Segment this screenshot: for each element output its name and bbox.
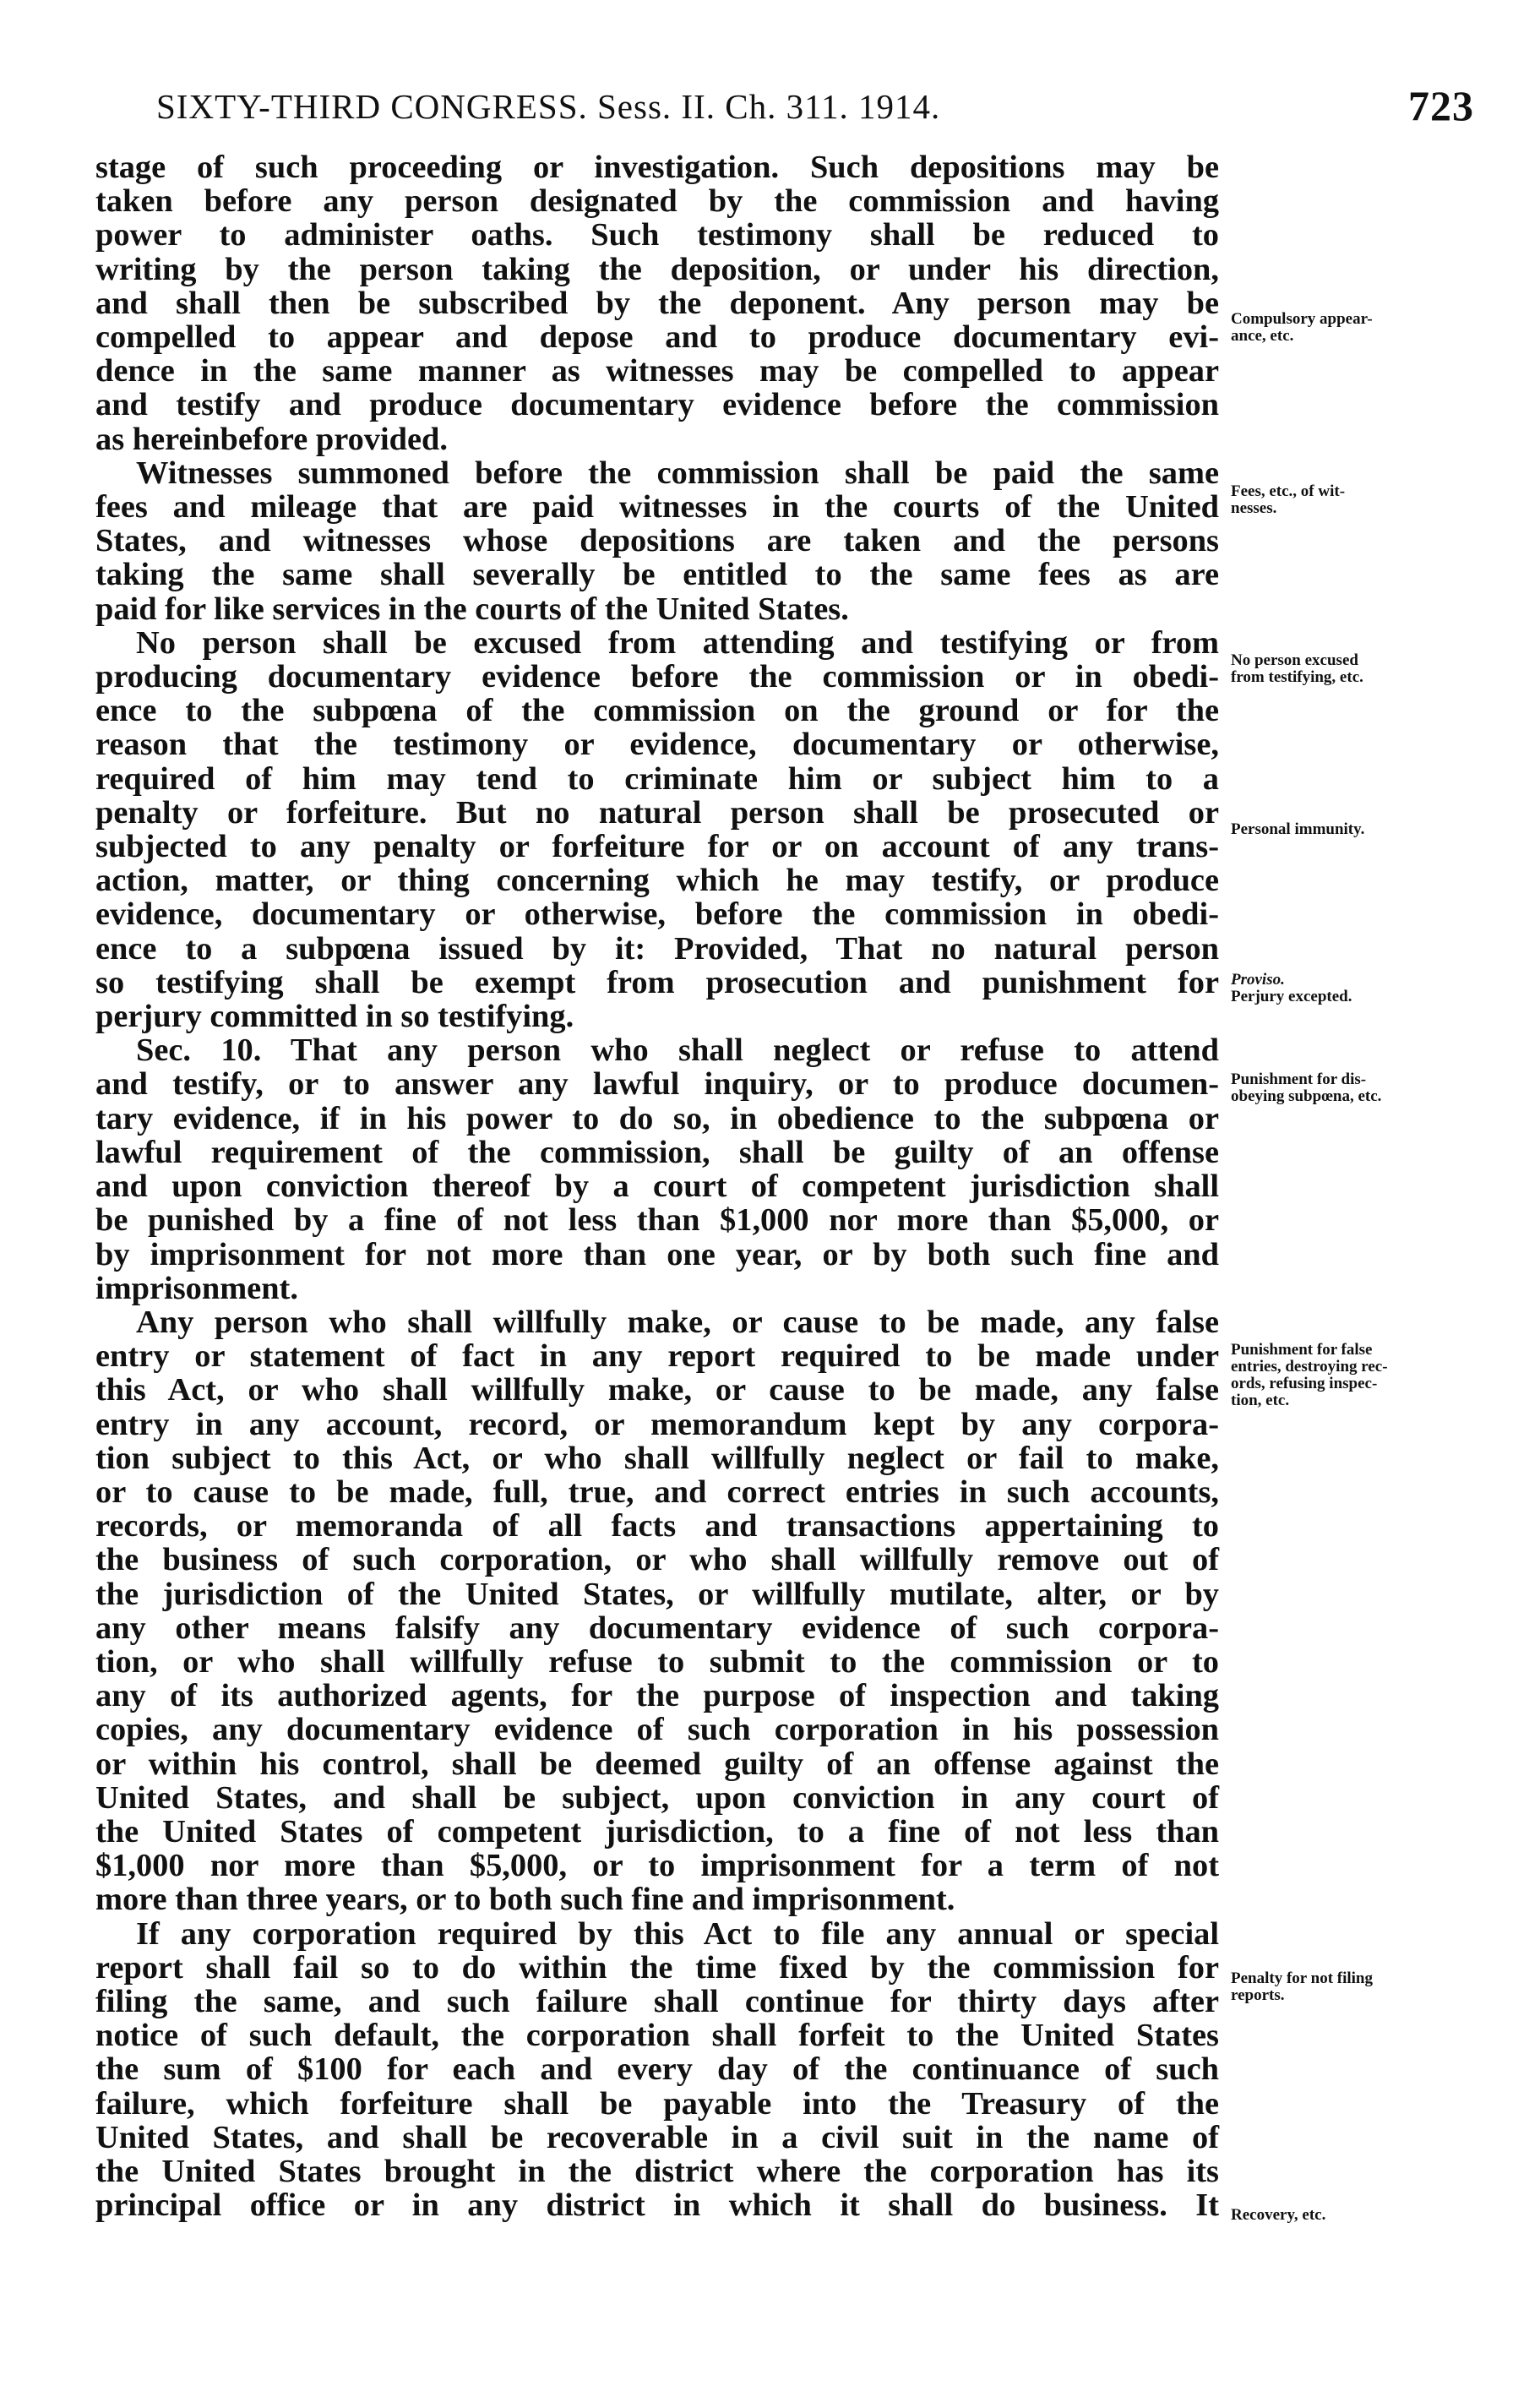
text-line: ence to the subpœna of the commission on the ground or for the (95, 693, 1219, 729)
text-line: evidence, documentary or otherwise, before the commission in obedi- (95, 896, 1219, 933)
text-line: subjected to any penalty or forfeiture for or on account of any trans- (95, 829, 1219, 865)
note-line: Recovery, etc. (1231, 2206, 1326, 2224)
note-line: ords, refusing inspec- (1231, 1375, 1378, 1392)
text-line: United States, and shall be recoverable in a civil suit in the name of (95, 2119, 1219, 2155)
text-line: so testifying shall be exempt from prosecution and punishment for (95, 964, 1219, 1000)
text-line: report shall fail so to do within the time fixed by the commission for (95, 1949, 1219, 1986)
margin-note-compulsory-appearance (1231, 311, 1484, 345)
note-line (1231, 972, 1484, 989)
text-line: records, or memoranda of all facts and transactions appertaining to (95, 1508, 1219, 1544)
note-line: ance, etc. (1231, 327, 1294, 345)
note-line: obeying subpœna, etc. (1231, 1087, 1382, 1105)
text-line: taken before any person designated by the commission and having (95, 183, 1219, 220)
margin-note-personal-immunity (1231, 821, 1484, 838)
header-title: SIXTY-THIRD CONGRESS. Sess. II. Ch. 311. 1914. (156, 87, 941, 126)
text-line: tary evidence, if in his power to do so, in obedience to the subpœna or (95, 1100, 1219, 1136)
text-line: United States, and shall be subject, upon conviction in any court of (95, 1779, 1219, 1816)
note-line: reports. (1231, 1986, 1285, 2004)
text-line: the jurisdiction of the United States, or willfully mutilate, alter, or by (95, 1576, 1219, 1612)
text-line: reason that the testimony or evidence, documentary or otherwise, (95, 727, 1219, 763)
text-line: the sum of $100 for each and every day of the continuance of such (95, 2051, 1219, 2088)
text-line: the business of such corporation, or who shall willfully remove out of (95, 1542, 1219, 1578)
text-line: principal office or in any district in which it shall do business. It (95, 2187, 1219, 2224)
text-line: tion, or who shall willfully refuse to submit to the commission or to (95, 1643, 1219, 1680)
note-line: No person excused (1231, 651, 1358, 669)
text-line: ence to a subpœna issued by it: Provided, That no natural person (95, 930, 1219, 967)
text-line: tion subject to this Act, or who shall willfully neglect or fail to make, (95, 1440, 1219, 1476)
note-line: from testifying, etc. (1231, 668, 1363, 686)
note-line: Penalty for not filing (1231, 1969, 1374, 1987)
margin-note-recovery (1231, 2207, 1484, 2224)
text-line: any of its authorized agents, for the purpose of inspection and taking (95, 1678, 1219, 1714)
text-line: the United States brought in the district where the corporation has its (95, 2153, 1219, 2189)
text-line: paid for like services in the courts of the United States. (95, 591, 849, 627)
proviso-label: Proviso. (1231, 971, 1285, 989)
text-line: be punished by a fine of not less than $1,000 nor more than $5,000, or (95, 1202, 1219, 1239)
note-line: Perjury excepted. (1231, 988, 1352, 1005)
text-line: notice of such default, the corporation shall forfeit to the United States (95, 2018, 1219, 2054)
note-line: Compulsory appear- (1231, 310, 1373, 328)
paragraph-false-entries (95, 1305, 1219, 1917)
text-line: writing by the person taking the deposition, or under his direction, (95, 251, 1219, 287)
text-line: penalty or forfeiture. But no natural person shall be prosecuted or (95, 794, 1219, 831)
margin-note-disobeying-subpoena (1231, 1071, 1484, 1105)
margin-note-no-person-excused (1231, 652, 1484, 686)
note-line: Punishment for dis- (1231, 1070, 1367, 1088)
paragraph-depositions (95, 150, 1219, 456)
paragraph-witness-fees (95, 456, 1219, 626)
text-line: and shall then be subscribed by the deponent. Any person may be (95, 285, 1219, 321)
text-line: No person shall be excused from attending and testifying or from (136, 624, 1219, 661)
text-line: stage of such proceeding or investigation. Such depositions may be (95, 150, 1219, 185)
text-line: the United States of competent jurisdiction, to a fine of not less than (95, 1813, 1219, 1850)
text-line: copies, any documentary evidence of such corporation in his possession (95, 1712, 1219, 1748)
text-line: as hereinbefore provided. (95, 421, 448, 457)
text-line: and testify, or to answer any lawful inquiry, or to produce documen- (95, 1066, 1219, 1103)
text-line: and testify and produce documentary evidence before the commission (95, 387, 1219, 423)
text-line: by imprisonment for not more than one year, or by both such fine and (95, 1236, 1219, 1272)
text-line: power to administer oaths. Such testimony shall be reduced to (95, 217, 1219, 253)
margin-note-false-entries (1231, 1342, 1484, 1409)
text-line: entry or statement of fact in any report required to be made under (95, 1338, 1219, 1375)
main-text (95, 150, 1219, 2222)
text-line: producing documentary evidence before the commission or in obedi- (95, 659, 1219, 695)
margin-note-proviso (1231, 972, 1484, 1005)
text-line: Sec. 10. That any person who shall neglect or refuse to attend (136, 1032, 1219, 1069)
text-line: filing the same, and such failure shall continue for thirty days after (95, 1983, 1219, 2019)
note-line: Fees, etc., of wit- (1231, 482, 1346, 500)
text-line: fees and mileage that are paid witnesses in the courts of the United (95, 489, 1219, 526)
paragraph-annual-reports (95, 1917, 1219, 2223)
margin-note-penalty-reports (1231, 1970, 1484, 2004)
text-line: compelled to appear and depose and to produce documentary evi- (95, 319, 1219, 356)
margin-note-witness-fees (1231, 483, 1484, 517)
note-line: entries, destroying rec- (1231, 1358, 1388, 1376)
text-line: Witnesses summoned before the commission shall be paid the same (136, 455, 1219, 491)
note-line: nesses. (1231, 499, 1277, 517)
text-line: and upon conviction thereof by a court of competent jurisdiction shall (95, 1169, 1219, 1205)
text-line: or within his control, shall be deemed guilty of an offense against the (95, 1746, 1219, 1782)
text-line: entry in any account, record, or memorandum kept by any corpora- (95, 1406, 1219, 1442)
text-line: action, matter, or thing concerning which he may testify, or produce (95, 863, 1219, 899)
text-line: lawful requirement of the commission, shall be guilty of an offense (95, 1134, 1219, 1170)
text-line: more than three years, or to both such fine and imprisonment. (95, 1882, 955, 1918)
note-line: Personal immunity. (1231, 820, 1365, 838)
note-line: Punishment for false (1231, 1341, 1373, 1359)
margin-notes (1231, 0, 1484, 2397)
text-line: this Act, or who shall willfully make, or cause to be made, any false (95, 1372, 1219, 1408)
text-line: If any corporation required by this Act to file any annual or special (136, 1915, 1219, 1952)
text-line: perjury committed in so testifying. (95, 999, 574, 1035)
text-line: States, and witnesses whose depositions are taken and the persons (95, 523, 1219, 559)
paragraph-section-10 (95, 1033, 1219, 1305)
text-line: any other means falsify any documentary evidence of such corpora- (95, 1610, 1219, 1646)
page-number: 723 (1408, 82, 1474, 129)
text-line: or to cause to be made, full, true, and correct entries in such accounts, (95, 1474, 1219, 1510)
text-line: Any person who shall willfully make, or cause to be made, any false (136, 1304, 1219, 1340)
text-line: failure, which forfeiture shall be payable into the Treasury of the (95, 2085, 1219, 2122)
text-line: required of him may tend to criminate him or subject him to a (95, 760, 1219, 797)
text-line: $1,000 nor more than $5,000, or to imprisonment for a term of not (95, 1848, 1219, 1884)
paragraph-no-excuse (95, 626, 1219, 1033)
note-line: tion, etc. (1231, 1392, 1290, 1409)
text-line: taking the same shall severally be entitled to the same fees as are (95, 557, 1219, 593)
text-line: dence in the same manner as witnesses may be compelled to appear (95, 353, 1219, 390)
text-line: imprisonment. (95, 1270, 298, 1306)
